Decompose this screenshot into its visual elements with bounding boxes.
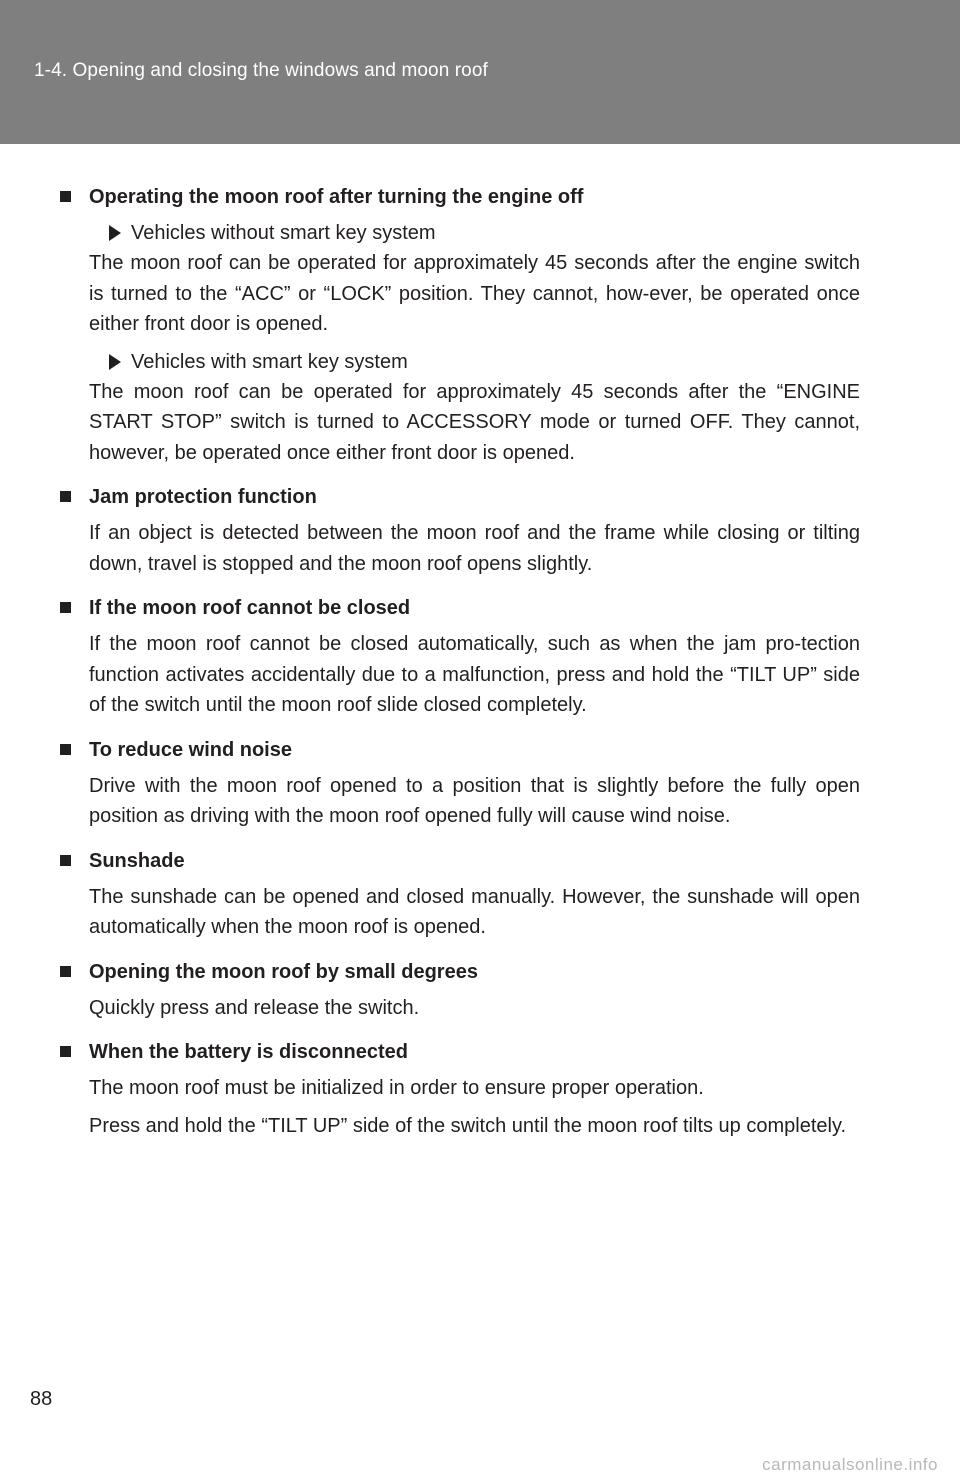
section-sunshade <box>58 846 860 943</box>
square-bullet-icon <box>60 1046 71 1057</box>
section-heading: Jam protection function <box>58 482 860 512</box>
paragraph: Quickly press and release the switch. <box>89 996 420 1019</box>
paragraph: The moon roof must be initialized in order to ensure proper operation. <box>89 1077 704 1099</box>
square-bullet-icon <box>60 966 71 977</box>
section-battery-disconnected <box>58 1037 860 1141</box>
section-small-degrees <box>58 957 860 1024</box>
section-heading: When the battery is disconnected <box>58 1037 860 1067</box>
square-bullet-icon <box>60 855 71 866</box>
square-bullet-icon <box>60 191 71 202</box>
section-wind-noise <box>58 735 860 832</box>
square-bullet-icon <box>60 602 71 613</box>
paragraph: The moon roof can be operated for approximately 45 seconds after the engine switch is turned to the “ACC” or “LOCK” position. They cannot, how-ever, be operated once either front door is opened. <box>89 252 860 335</box>
page-header <box>0 0 960 144</box>
section-heading: If the moon roof cannot be closed <box>58 593 860 623</box>
section-engine-off <box>58 182 860 468</box>
square-bullet-icon <box>60 744 71 755</box>
arrow-right-icon <box>109 354 121 370</box>
section-heading: Opening the moon roof by small degrees <box>58 957 860 987</box>
paragraph: If the moon roof cannot be closed automatically, such as when the jam pro-tection function activates accidentally due to a malfunction, press and hold the “TILT UP” side of the switch until the moon roof slide closed completely. <box>89 633 860 716</box>
paragraph: The sunshade can be opened and closed manually. However, the sunshade will open automatically when the moon roof is opened. <box>89 885 860 938</box>
watermark: carmanualsonline.info <box>762 1455 938 1474</box>
paragraph: If an object is detected between the moon roof and the frame while closing or tilting down, travel is stopped and the moon roof opens slightly. <box>89 522 860 575</box>
section-jam-protection <box>58 482 860 579</box>
paragraph: Press and hold the “TILT UP” side of the switch until the moon roof tilts up completely. <box>89 1114 847 1137</box>
sub-label-with-smart-key: Vehicles with smart key system <box>58 347 860 377</box>
page-number: 88 <box>30 1388 53 1410</box>
square-bullet-icon <box>60 491 71 502</box>
chapter-title: 1-4. Opening and closing the windows and moon roof <box>34 60 488 81</box>
section-heading: Operating the moon roof after turning the engine off <box>58 182 860 212</box>
page-content <box>58 182 860 1155</box>
section-heading: To reduce wind noise <box>58 735 860 765</box>
section-cannot-close <box>58 593 860 721</box>
sub-label-without-smart-key: Vehicles without smart key system <box>58 218 860 248</box>
arrow-right-icon <box>109 225 121 241</box>
section-heading: Sunshade <box>58 846 860 876</box>
paragraph: The moon roof can be operated for approximately 45 seconds after the “ENGINE START STOP” switch is turned to ACCESSORY mode or turned OFF. They cannot, however, be operated once either front door is opened. <box>89 380 860 464</box>
paragraph: Drive with the moon roof opened to a position that is slightly before the fully open position as driving with the moon roof opened fully will cause wind noise. <box>89 774 860 827</box>
